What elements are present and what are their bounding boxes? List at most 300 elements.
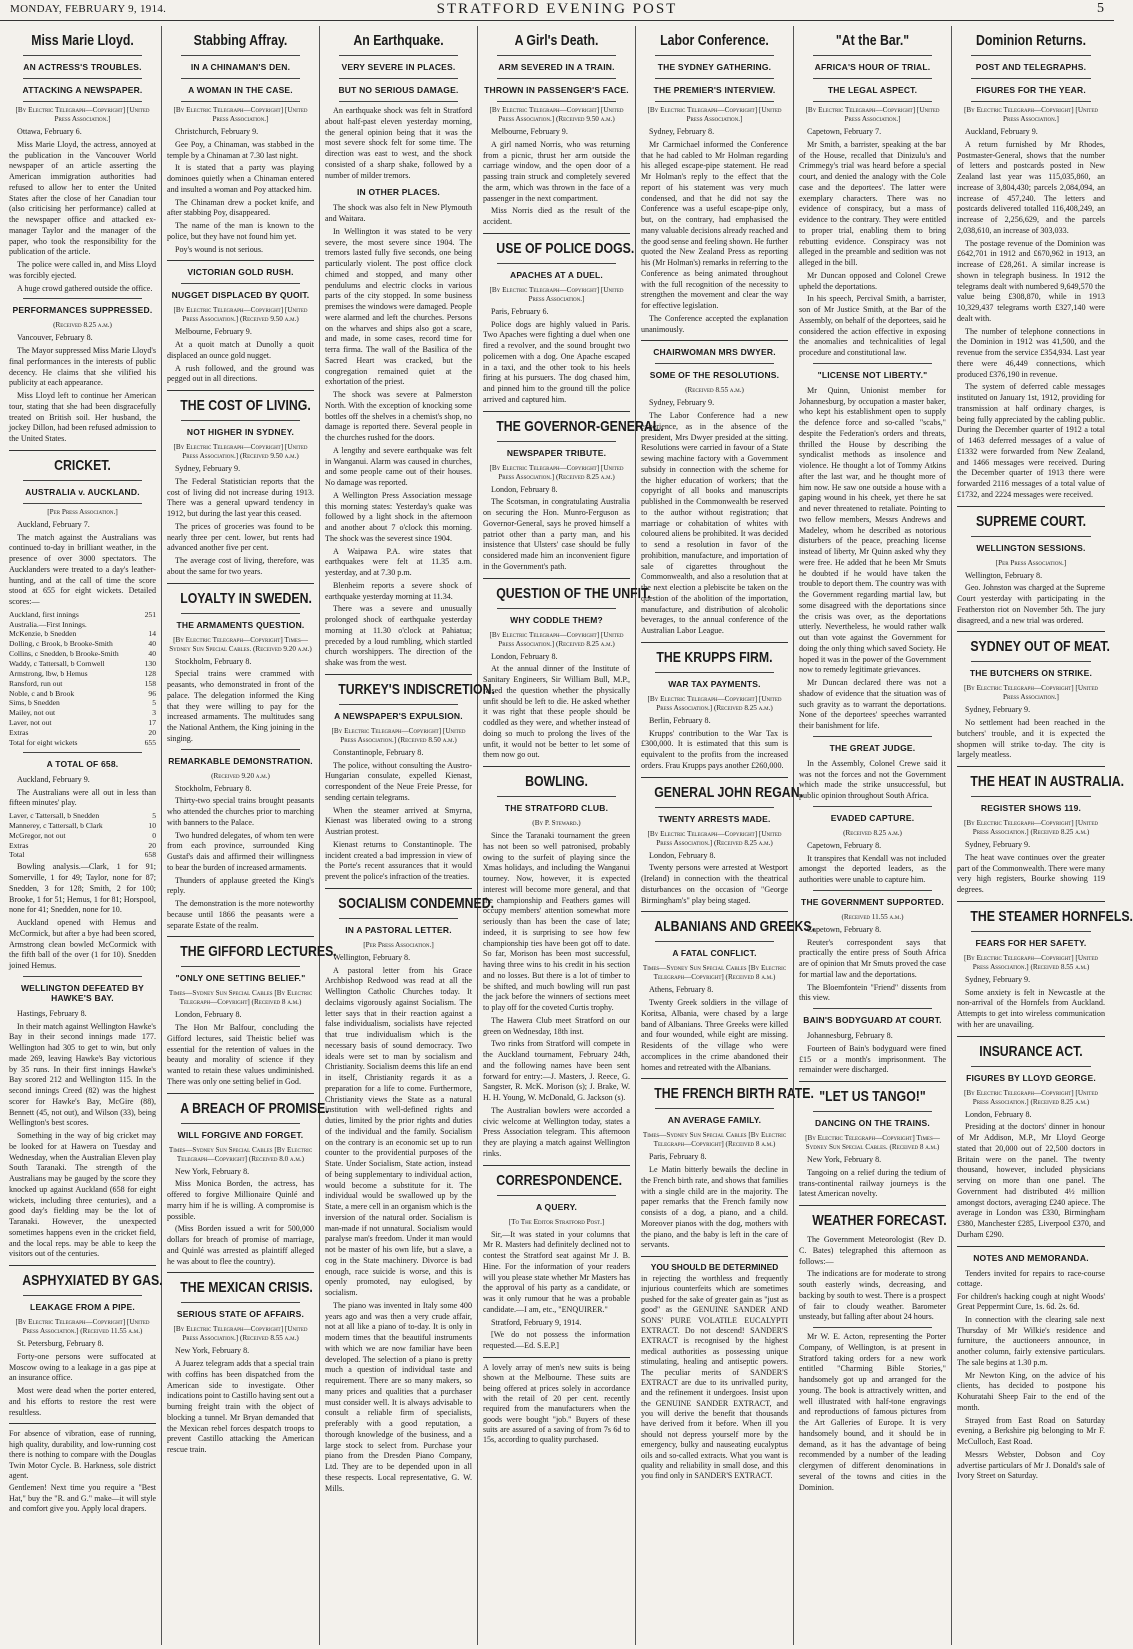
score-label: Ransford, run out	[9, 678, 63, 688]
score-row	[9, 728, 156, 738]
score-label: Waddy, c Tattersall, b Cornwell	[9, 659, 105, 669]
paragraph: Miss Norris died as the result of the accident.	[483, 206, 630, 226]
paragraph: Since the Taranaki tournament the green has not been so well patronised, probably owing to the surfeit of playing since the Xmas holidays, and including the Wanganui tourney. Now, however, it is expected interest will become more general, and that the championship and Feathers games will occupy members' attention somewhat more seriously than has been the case of late; indeed, it is surprising to see how few championship ties have been got off to date. So far, Morison has been most successful, having three wins to his credit in his section and no losses. But there is a lot of timber to be shifted, and much bowling will run past the jack before the winners of sections meet to play off for the coveted Curtis trophy.	[483, 831, 630, 1012]
paragraph: A Waipawa P.A. wire states that earthquakes were felt at 11.35 a.m. yesterday, and at 7.30 p.m.	[325, 546, 472, 577]
score-value: 5	[152, 811, 156, 821]
wire-credit: [By Electric Telegraph—Copyright] Times—Sydney Sun Special Cables. (Received 9.20 a.m.)	[169, 635, 312, 653]
wire-credit: [By Electric Telegraph—Copyright] [United Press Association.]	[15, 106, 150, 123]
score-label: Armstrong, lbw, b Hemus	[9, 668, 88, 678]
score-value: 130	[144, 659, 156, 669]
headline: TURKEY'S INDISCRETION.	[338, 680, 495, 698]
paragraph: The Conference accepted the explanation unanimously.	[641, 313, 788, 334]
paragraph: It is stated that a party was playing dominoes quietly when a Chinaman entered and insulted a woman and Poy attacked him.	[167, 163, 314, 194]
headline: THE HEAT IN AUSTRALIA.	[970, 773, 1125, 790]
column-7	[952, 26, 1133, 1645]
headline: Labor Conference.	[660, 32, 769, 49]
divider-rule	[483, 1165, 630, 1166]
newspaper-title: STRATFORD EVENING POST	[436, 1, 678, 17]
subheadline: SOME OF THE RESOLUTIONS.	[649, 370, 780, 381]
divider-rule	[181, 420, 300, 421]
paragraph: Kienast returns to Constantinople. The incident created a bad impression in view of the Porte's recent assurances that it would prevent the police's infraction of the treaties.	[325, 839, 472, 881]
divider-rule	[9, 450, 156, 451]
divider-rule	[167, 583, 314, 584]
divider-rule	[799, 1081, 946, 1082]
subheadline: THROWN IN PASSENGER'S FACE.	[484, 85, 629, 95]
paragraph: The Bloemfontein "Friend" dissents from this view.	[799, 982, 946, 1003]
paragraph: Mr Carmichael informed the Conference that he had cabled to Mr Holman regarding his alleged escape-pipe statement. He read Mr Holman's reply to the effect that the report of his statement was very much condensed, and that he did not say the Conference was a useful escape-pipe only, but, on the contrary, had emphasised the many valuable decisions already reached and the good sense and feeling shown. He further quoted the New Zealand Press as reporting his (Mr Holman's) remarks in referring to the Conference as being animated throughout with the full recognition of the necessity to strengthen the movement and clear the way for effective legislation.	[641, 139, 788, 310]
paragraph: Mr Quinn, Unionist member for Johannesburg, by occupation a master baker, who kept his establishment open to supply the defence force and so-called "scabs," despite the Federation's orders and threats, thrilled the House by describing the syndicalist methods as insolence and violence. He thought a lot of Tommy Atkins after the last war, and he thought more of him now. He saw one outside a house with a gaping wound in his cheek, yet there he sat and never threatened to retaliate. Pointing to two fellow members, Messrs Andrews and Madeley, whom he described as notorious disturbers of the peace, preaching license instead of liberty, Mr Quinn asked why they were free. He added that he been Mr Smuts he doubted if he would have taken the trouble to deport them. The country was with the Government regarding martial law, but some disagreed with the deportations since the crisis was over, as the deportations utterly. Nevertheless, he would rather walk out than vote against the Government for doing the only thing which saved Society. He hoped it was in the power of the Government now to remedy legitimate grievances.	[799, 385, 946, 675]
paragraph: London, February 8.	[649, 850, 716, 860]
score-row	[9, 639, 156, 649]
wire-credit: [By Electric Telegraph—Copyright] [United Press Association.]	[489, 285, 624, 303]
masthead	[0, 0, 1114, 21]
subheadline: A TOTAL OF 658.	[46, 758, 119, 769]
headline: A Girl's Death.	[514, 32, 599, 49]
paragraph: St. Petersburg, February 8.	[17, 1339, 104, 1349]
paragraph: The demonstration is the more noteworthy because until 1866 the peasants were a separate Estate of the realm.	[167, 899, 314, 930]
divider-rule	[23, 78, 142, 79]
wire-credit: (Received 8.25 a.m.)	[843, 828, 902, 837]
paragraph: Special trains were crammed with peasants, who demonstrated in front of the palace. The delegation informed the King that they were willing to pay for the increased armaments. The multitudes sang the National Anthem, the King joining in the singing.	[167, 669, 314, 743]
wire-credit: Times—Sydney Sun Special Cables [By Electric Telegraph—Copyright] (Received 8.0 a.m.)	[168, 1145, 313, 1163]
paragraph: Messrs Webster, Dobson and Coy advertise particulars of Mr J. Donald's sale of Ivory Street on Saturday.	[957, 1449, 1105, 1481]
paragraph: The Hon Mr Balfour, concluding the Gifford lectures, said Theistic belief was essential for the retention of values in the beauty and morality of science if they wanted to retain these values undiminished. There was only one setting belief in God.	[167, 1023, 314, 1086]
paragraph: There was a severe and unusually prolonged shock of earthquake yesterday morning at 11.30 o'clock at Pahiatua; preceded by a loud rumbling, which startled church worshippers. The direction of the shake was from the west.	[325, 604, 472, 667]
divider-rule	[641, 642, 788, 643]
divider-rule	[971, 55, 1091, 56]
divider-rule	[483, 233, 630, 234]
score-value: 251	[144, 609, 156, 619]
score-value: 20	[148, 840, 156, 850]
paragraph: Berlin, February 8.	[649, 715, 711, 725]
headline: Dominion Returns.	[975, 32, 1087, 49]
subheadline: PERFORMANCES SUPPRESSED.	[12, 305, 153, 316]
score-value: 655	[144, 737, 156, 747]
advertisement: Gentlemen! Next time you require a "Best Hat," buy the "R. and G." make—it will style and comfort give you. Apply local drapers.	[9, 1483, 156, 1514]
paragraph: The Australian bowlers were accorded a civic welcome at Wellington today, states a Press Association telegram. This afternoon they are playing a match against Wellington rinks.	[483, 1105, 630, 1158]
paragraph: Le Matin bitterly bewails the decline in the French birth rate, and shows that families with a single child are in the majority. The paper remarks that the French family now consists of a dog, a piano, and a child. Moreover pianos with the dog, mothers with the piano, and the baby is left in the care of servants.	[641, 1165, 788, 1250]
paragraph: Poy's wound is not serious.	[175, 244, 264, 254]
headline: "At the Bar."	[835, 32, 910, 49]
subheadline: SERIOUS STATE OF AFFAIRS.	[176, 1309, 305, 1320]
paragraph: Mr Newton King, on the advice of his clients, has decided to postpone his Kohuratahi Sheep Fair to the end of the month.	[957, 1370, 1105, 1412]
divider-rule	[181, 1123, 300, 1124]
divider-rule	[9, 1265, 156, 1266]
headline: CRICKET.	[54, 456, 111, 474]
paragraph: At the annual dinner of the Institute of Sanitary Engineers, Sir William Bull, M.P., raised the question whether the physically unfit should be left to die. He asked whether it was right that these people should be coddled as they were, and whether instead of doing so much to prolong the lives of the unfit, it would not be better to let some of them now go out.	[483, 664, 630, 760]
divider-rule	[339, 704, 458, 705]
wire-credit: [By Electric Telegraph—Copyright] [United Press Association.] (Received 8.55 a.m.)	[963, 953, 1098, 971]
subheadline: REGISTER SHOWS 119.	[980, 803, 1082, 813]
column-5	[636, 26, 816, 1645]
paragraph: In his speech, Percival Smith, a barrister, son of Mr Justice Smith, at the Bar of the Assembly, on behalf of the deportees, said he considered the action effective in exposing the anomalies and technicalities of legal procedure and constitutional law.	[799, 294, 946, 357]
headline: Stabbing Affray.	[193, 32, 288, 49]
wire-credit: [By Electric Telegraph—Copyright] [United Press Association.] (Received 11.55 a.m.)	[15, 1318, 150, 1336]
headline: SYDNEY OUT OF MEAT.	[970, 638, 1110, 656]
paragraph: The postage revenue of the Dominion was £642,701 in 1912 and £670,962 in 1913, an increase of £28,261. A similar increase is shown in telegraph business. In 1912 the telegrams dealt with numbered 9,649,570 the value being £308,870, while in 1913 10,329,437 telegrams worth £327,140 were dealt with.	[957, 238, 1105, 323]
paragraph: When the steamer arrived at Smyrna, Kienast was liberated owing to a strong Austrian protest.	[325, 805, 472, 836]
paragraph: Wellington, February 8.	[965, 570, 1043, 580]
paragraph: The indications are for moderate to strong south easterly winds, decreasing, and backing by south to west. There is a prospect of fair to cloudy weather. Barometer unsteady, but falling after about 24 hours.	[799, 1269, 946, 1322]
paragraph: The police were called in, and Miss Lloyd was forcibly ejected.	[9, 260, 156, 280]
wire-credit: Times—Sydney Sun Special Cables [By Electric Telegraph—Copyright] (Received 8 a.m.)	[168, 989, 313, 1007]
score-value: 0	[152, 830, 156, 840]
paragraph: Police dogs are highly valued in Paris. Two Apaches were fighting a duel when one fired a revolver, and the sound brought two policemen with a dog. One Apache escaped in a taxi, and the other took to his heels firing at his pursuers. The dog chased him, and pinned him to the ground till the police arrived and captured him.	[483, 319, 630, 404]
paragraph: The shock was severe at Palmerston North. With the exception of knocking some bottles off the shelves in a chemist's shop, no damage is reported there. Several people in the churches rushed for the doors.	[325, 390, 472, 442]
paragraph: The shock was also felt in New Plymouth and Waitara.	[325, 203, 472, 223]
divider-rule	[325, 888, 472, 889]
divider-rule	[971, 101, 1091, 102]
wire-credit: [By Electric Telegraph—Copyright] [United Press Association.] (Received 8.25 a.m.)	[489, 630, 624, 648]
paragraph: Twenty Greek soldiers in the village of Koritsa, Albania, were chased by a large band of Albanians. Three Greeks were killed and four wounded, while eight are missing. Residents of the village who were accomplices in the crime abandoned their homes and retreated with the Albanians.	[641, 998, 788, 1072]
paragraph: A rush followed, and the ground was pegged out in all directions.	[167, 363, 314, 384]
headline: QUESTION OF THE UNFIT.	[496, 584, 651, 602]
paragraph: Stratford, February 9, 1914.	[491, 1317, 582, 1327]
paragraph: London, February 8.	[175, 1010, 242, 1020]
divider-rule	[957, 901, 1105, 902]
divider-rule	[181, 78, 300, 79]
subheadline: AN AVERAGE FAMILY.	[667, 1115, 762, 1126]
paragraph: An earthquake shock was felt in Stratford about half-past eleven yesterday morning, the general opinion being that it was the most severe shock felt for some time. The direction was east to west, and the shock consisted of a sharp shake, followed by a number of milder tremors.	[325, 106, 472, 180]
paragraph: At a quoit match at Dunolly a quoit displaced an ounce gold nugget.	[167, 340, 314, 360]
wire-credit: (Received 11.55 a.m.)	[841, 912, 904, 921]
divider-rule	[813, 806, 932, 807]
subheadline: ATTACKING A NEWSPAPER.	[22, 85, 143, 95]
subheadline: WHY CODDLE THEM?	[510, 614, 603, 625]
divider-rule	[655, 363, 774, 364]
wire-credit: [By Electric Telegraph—Copyright] [United Press Association.]	[173, 106, 308, 123]
subheadline: AFRICA'S HOUR OF TRIAL.	[814, 62, 931, 72]
score-label: Dolling, c Brook, b Brooke-Smith	[9, 639, 113, 649]
wire-credit: [By Electric Telegraph—Copyright] [United Press Association.]	[647, 106, 782, 123]
divider-rule	[813, 363, 932, 364]
wire-credit: [Per Press Association.]	[47, 507, 118, 516]
headline: THE COST OF LIVING.	[180, 397, 311, 414]
paragraph: The piano was invented in Italy some 400 years ago and was then a very crude affair, not at all like a piano of to-day. It is only in modern times that the beautiful instruments with which we are now familiar have been developed. The selection of a piano is pretty much a question of individual taste and requirement. There are so many makers, so many prices and qualities that a purchaser must consider well. It is always advisable to consult a reliable firm of specialists, preferably with a good reputation, a thorough knowledge of the business, and a large stock to select from. Purchase your piano from the Dresden Piano Company, Ltd. They are to be depended upon in all these respects. Local representative, G. W. Mills.	[325, 1300, 472, 1493]
paragraph: Mr W. E. Acton, representing the Porter Company, of Wellington, is at present in Stratford taking orders for a new work entitled "Charming Bible Stories," handsomely got up and arranged for the young. The book is attractively written, and well illustrated with half-tone engravings and reproductions of famous pictures from the Art Galleries of Europe. It is very handsomely bound, and it should be in demand, as it has the advantage of being recommended by a number of the leading clergymen of different denominations in several of the towns and cities in the Dominion.	[799, 1332, 946, 1492]
divider-rule	[655, 941, 774, 942]
headline: THE MEXICAN CRISIS.	[180, 1279, 313, 1297]
score-row	[9, 850, 156, 860]
wire-credit: [By Electric Telegraph—Copyright] [United Press Association.]	[963, 684, 1098, 702]
wire-credit: [By Electric Telegraph—Copyright] [United Press Association.] (Received 8.25 a.m.)	[963, 1088, 1098, 1106]
score-row	[9, 831, 156, 841]
paragraph: Sir,—It was stated in your columns that Mr R. Masters had definitely declined not to contest the Stratford seat against Mr J. B. Hine. For the information of your readers will you please state whether Mr Masters has the approval of his party as a candidate, or was it only rumour that he was a probable candidate.—I am, etc., "ENQUIRER."	[483, 1229, 630, 1314]
subheadline: BAIN'S BODYGUARD AT COURT.	[803, 1015, 942, 1025]
divider-rule	[181, 1302, 300, 1303]
paragraph: Sydney, February 9.	[649, 398, 715, 408]
score-row	[9, 698, 156, 708]
paragraph: In connection with the clearing sale next Thursday of Mr Wilkie's residence and furniture, the auctioneers announce, in another column, fairly extensive particulars. The sale begins at 1.30 p.m.	[957, 1314, 1105, 1367]
paragraph: New York, February 8.	[807, 1155, 882, 1164]
score-row	[9, 669, 156, 679]
paragraph: Reuter's correspondent says that practically the entire press of South Africa are of opinion that Mr Smuts proved the case for martial law and the deportations.	[799, 937, 946, 979]
headline: ALBANIANS AND GREEKS.	[654, 918, 816, 936]
paragraph: The police, without consulting the Austro-Hungarian consulate, expelled Kienast, correspondent of the Neue Freie Presse, for sending certain telegrams.	[325, 760, 472, 802]
paragraph: In their match against Wellington Hawke's Bay in their second innings made 177. Wellington had 305 to get to win, but only made 269, leaving Hawke's Bay victorious by 35 runs. In their first innings Hawke's Bay scored 212 and Wellington 115. In the second innings Creed (82) was the highest scorer for Hawke's Bay, McGire (88), Bennett (45, not out), and Wilson (33), being Wellington's best scores.	[9, 1021, 156, 1128]
score-label: Total for eight wickets	[9, 737, 78, 747]
paragraph: The Australians were all out in less than fifteen minutes' play.	[9, 787, 156, 808]
paragraph: The Federal Statistician reports that the cost of living did not increase during 1913. There was a general upward tendency in 1912, but during the last year this ceased.	[167, 476, 314, 518]
score-row	[9, 629, 156, 639]
divider-rule	[957, 1036, 1105, 1037]
divider-rule	[23, 101, 142, 102]
headline: SOCIALISM CONDEMNED.	[338, 894, 495, 912]
page-number: 5	[1097, 1, 1104, 16]
paragraph: Miss Lloyd left to continue her American tour, stating that she had been disgracefully treated on British soil. Her husband, the jockey Dillon, had been refused admission to the United States.	[9, 391, 156, 443]
score-value: 3	[152, 708, 156, 718]
subheadline: THE BUTCHERS ON STRIKE.	[969, 668, 1093, 679]
wire-credit: [Per Press Association.]	[363, 940, 434, 949]
headline: THE STEAMER HORNFELS.	[970, 907, 1133, 925]
advertisement: For absence of vibration, ease of running, high quality, durability, and low-running cost there is nothing to compare with the Douglas Twin Motor Cycle. B. Harkness, sole district agent.	[9, 1429, 156, 1480]
subheadline: THE PREMIER'S INTERVIEW.	[653, 85, 776, 95]
divider-rule	[325, 674, 472, 675]
paragraph: [We do not possess the information requested.—Ed. S.E.P.]	[483, 1330, 630, 1350]
advertisement-heading: YOU SHOULD BE DETERMINED	[650, 1262, 779, 1272]
paragraph: Thirty-two special trains brought peasants who attended the churches prior to marching with banners to the Palace.	[167, 796, 314, 827]
headline: SUPREME COURT.	[975, 512, 1087, 530]
score-row	[9, 718, 156, 728]
column-3	[320, 26, 495, 1645]
divider-rule	[497, 608, 616, 609]
issue-date: MONDAY, FEBRUARY 9, 1914.	[10, 3, 167, 15]
wire-credit: [By Electric Telegraph—Copyright] [United Press Association.] (Received 9.50 a.m.)	[173, 443, 308, 460]
divider-rule	[9, 1423, 156, 1424]
subheadline: NUGGET DISPLACED BY QUOIT.	[171, 290, 310, 301]
subheadline: WAR TAX PAYMENTS.	[668, 678, 761, 689]
score-label: Mailey, not out	[9, 708, 56, 718]
divider-rule	[339, 101, 458, 102]
paragraph: In Wellington it was stated to be very severe, the most severe since 1904. The tremors lasted fully five seconds, one being particularly violent. The post office clock chimed and stopped, and many other pendulums and electric clocks in various parts of the city stopped. In some business premises the windows were damaged. People were alarmed and left the churches. Persons on the wharves and ships also got a scare, and made, in some cases, record time for terra firma. The wall of the Basilica of the Sacred Heart was cracked, but the congregation remained quiet at the exhortation of the priest.	[325, 226, 472, 387]
column-2	[162, 26, 337, 1645]
paragraph: Auckland, February 9.	[17, 774, 90, 784]
divider-rule	[497, 796, 616, 797]
paragraph: The Labor Conference had a new experience, as in the absence of the president, Mrs Dwyer presided at the sitting. Resolutions were carried in favour of a State sewing machine factory with a Government subsidy in connection with the scheme for the higher education of workers; that the copyright of all books and manuscripts published in the Commonwealth be reserved to the author without registration; that marriage or cohabitation of whites with coloured aliens be prohibited. It was decided to send a resolution in favor of the prohibition, manufacture, and importation of sale of cigarettes throughout the Commonwealth, and also a resolution that at the next election a plebiscite be taken on the question of the abolition of the importation, manufacture, and distribution of alcoholic beverages, to the annual conference of the Australian Labor League.	[641, 411, 788, 635]
paragraph: Capetown, February 8.	[807, 840, 882, 850]
divider-rule	[971, 661, 1091, 662]
divider-rule	[181, 283, 300, 284]
score-value: 40	[148, 649, 156, 659]
divider-rule	[655, 78, 774, 79]
divider-rule	[813, 1008, 932, 1009]
subheadline: EVADED CAPTURE.	[830, 812, 915, 823]
score-row	[9, 649, 156, 659]
subheadline: FIGURES BY LLOYD GEORGE.	[966, 1072, 1096, 1083]
wire-credit: (Received 9.20 a.m.)	[211, 771, 270, 780]
score-value: 96	[148, 688, 156, 698]
paragraph: The Government Meteorologist (Rev D. C. Bates) telegraphed this afternoon as follows:—	[799, 1235, 946, 1266]
paragraph: Twenty persons were arrested at Westport (Ireland) in connection with the theatrical disturbances on the occasion of "George Birmingham's" play being staged.	[641, 863, 788, 905]
divider-rule	[655, 101, 774, 102]
score-value: 17	[148, 718, 156, 728]
subheadline: A QUERY.	[535, 1201, 578, 1212]
paragraph: Capetown, February 8.	[807, 924, 882, 934]
score-label: McGregor, not out	[9, 830, 66, 840]
subheadline: FIGURES FOR THE YEAR.	[976, 85, 1086, 95]
score-label: Extras	[9, 728, 29, 738]
paragraph: Tangoing on a relief during the tedium of trans-continental railway journeys is the latest American novelty.	[799, 1167, 946, 1199]
divider-rule	[655, 55, 774, 56]
headline: ASPHYXIATED BY GAS.	[22, 1272, 163, 1290]
subheadline: A WOMAN IN THE CASE.	[188, 85, 293, 95]
headline: WEATHER FORECAST.	[812, 1212, 947, 1229]
subheadline: THE GOVERNMENT SUPPORTED.	[801, 896, 944, 907]
divider-rule	[957, 631, 1105, 632]
score-row	[9, 841, 156, 851]
divider-rule	[813, 1327, 932, 1328]
paragraph: London, February 8.	[491, 484, 558, 494]
subheadline: IN OTHER PLACES.	[356, 187, 440, 198]
paragraph: London, February 8.	[491, 651, 558, 661]
wire-credit: [By Electric Telegraph—Copyright] [United Press Association.] (Received 8.25 a.m.)	[489, 463, 624, 481]
divider-rule	[181, 966, 300, 967]
subheadline: THE LEGAL ASPECT.	[827, 85, 918, 95]
paragraph: The system of deferred cable messages instituted on January 1st, 1912, providing for transmission at half ordinary charges, is being fully appreciated by the cabling public. During the December quarter of 1912 a total of 1463 deferred messages of a value of £1332 were forwarded from New Zealand, and 1466 messages were received. During the December quarter of 1913 there were forwarded 2116 messages of a total value of £1732, and 2224 messages were received.	[957, 382, 1105, 499]
divider-rule	[813, 55, 932, 56]
paragraph: Stockholm, February 8.	[175, 656, 252, 666]
divider-rule	[167, 1272, 314, 1273]
divider-rule	[483, 766, 630, 767]
headline: THE FRENCH BIRTH RATE.	[654, 1085, 814, 1103]
score-value: 14	[148, 629, 156, 639]
paragraph: Miss Marie Lloyd, the actress, annoyed at the publication in the Vancouver World newspaper of an article asserting the American immigration authorities had refused to allow her to enter the United States after the close of her Canadian tour (also criticising her performance) called at the newspaper office and attacked ex-manager Taylor and the manager of the paper, who took the responsibility for the publication of the article.	[9, 139, 156, 257]
divider-rule	[971, 931, 1091, 932]
subheadline: APACHES AT A DUEL.	[509, 269, 603, 280]
divider-rule	[23, 503, 142, 504]
paragraph: Sydney, February 8.	[649, 127, 715, 136]
headline: THE KRUPPS FIRM.	[656, 648, 773, 666]
divider-rule	[167, 390, 314, 391]
paragraph: Some anxiety is felt in Newcastle at the non-arrival of the Hornfels from Auckland. Attempts to get into wireless communication with her are unavailing.	[957, 987, 1105, 1029]
divider-rule	[655, 807, 774, 808]
paragraph: The heat wave continues over the greater part of the Commonwealth. There were many very high registers, Bourke showing 119 degrees.	[957, 852, 1105, 894]
score-value: 658	[144, 850, 156, 860]
score-value: 20	[148, 728, 156, 738]
score-label: Auckland, first innings	[9, 609, 79, 619]
score-label: Mannerey, c Tattersall, b Clark	[9, 820, 103, 830]
paragraph: Paris, February 6.	[491, 306, 549, 316]
divider-rule	[497, 441, 616, 442]
paragraph: The Hawera Club meet Stratford on our green on Wednesday, 18th inst.	[483, 1015, 630, 1036]
subheadline: WILL FORGIVE AND FORGET.	[177, 1129, 304, 1140]
paragraph: Bowling analysis.—Clark, 1 for 91; Somerville, 1 for 49; Taylor, none for 87; Snedden, 3 for 128; Smith, 2 for 100; Brooke, 1 for 51; Hemus, 1 for 81; Horspool, none for 41; Snedden, none for 10.	[9, 862, 156, 915]
subheadline: REMARKABLE DEMONSTRATION.	[168, 755, 313, 766]
paragraph: Sydney, February 9.	[965, 974, 1031, 984]
headline: "LET US TANGO!"	[819, 1088, 926, 1105]
subheadline: THE GREAT JUDGE.	[829, 742, 916, 753]
wire-credit: [Per Press Association.]	[995, 558, 1067, 567]
columns-container	[4, 26, 1133, 1645]
paragraph: Sydney, February 9.	[965, 840, 1031, 849]
divider-rule	[813, 78, 932, 79]
score-row	[9, 811, 156, 821]
divider-rule	[971, 536, 1091, 537]
paragraph: Hastings, February 8.	[17, 1008, 87, 1018]
subheadline: DANCING ON THE TRAINS.	[815, 1118, 930, 1128]
paragraph: No settlement had been reached in the butchers' trouble, and it is expected the shopmen will strike to-day. The city is largely meatless.	[957, 718, 1105, 760]
wire-credit: (Received 8.25 a.m.)	[53, 321, 112, 330]
subheadline: IN A CHINAMAN'S DEN.	[190, 62, 291, 72]
paragraph: Most were dead when the porter entered, and his efforts to restore the rest were resultless.	[9, 1386, 156, 1417]
subheadline: BUT NO SERIOUS DAMAGE.	[338, 85, 459, 95]
score-value: 128	[144, 668, 156, 678]
paragraph: In the Assembly, Colonel Crewe said it was not the forces and not the Government which made the strike unsuccessful, but public opinion throughout South Africa.	[799, 758, 946, 800]
wire-credit: [By Electric Telegraph—Copyright] [United Press Association.] (Received 9.50 a.m.)	[173, 306, 308, 324]
paragraph: The Scotsman, in congratulating Australia on securing the Hon. Munro-Ferguson as Governor-General, says he proved himself a patriot other than a party man, and his insistence that Ulsters' case should be fully considered made him an inconvenient figure in the Government's path.	[483, 497, 630, 571]
score-value: 40	[148, 639, 156, 649]
subheadline: IN A PASTORAL LETTER.	[345, 924, 452, 935]
paragraph: Stockholm, February 8.	[175, 783, 252, 793]
subheadline: FEARS FOR HER SAFETY.	[975, 937, 1087, 948]
paragraph: The number of telephone connections in the Dominion in 1912 was 41,500, and the revenue from the service £354,934. Last year there were 46,449 connections, which produced £376,190 in revenue.	[957, 326, 1105, 379]
paragraph: The average cost of living, therefore, was about the same for two years.	[167, 556, 314, 576]
paragraph: Mr Smith, a barrister, speaking at the bar of the House, recalled that Dinizulu's and Crimmegy's trial was heard before a special court, and denied the analogy with the Cole case and the deportees'. The latter were exemplary characters. There was no evidence of conspiracy, but a mass of evidence to the contrary. They were entitled to proper trial, enabling them to bring rebutting evidence. Conspiracy was not alleged in the preamble and sedition was not alleged in the bill.	[799, 139, 946, 267]
headline: INSURANCE ACT.	[979, 1042, 1083, 1060]
paragraph: A return furnished by Mr Rhodes, Postmaster-General, shows that the number of letters and postcards posted in New Zealand last year was 115,035,860, an increase of 3,804,430; parcels 2,084,094, an increase of 457,240. The letters and postcards delivered totalled 116,408,249, an increase of 2,256,629, and the parcels 2,038,610, an increase of 303,033.	[957, 139, 1105, 235]
column-4	[478, 26, 664, 1645]
paragraph: Mr Duncan declared there was not a shadow of evidence that the situation was of such gravity as to warrant the deportations. None of the deportees' speeches warranted their banishment for life.	[799, 678, 946, 730]
paragraph: A pastoral letter from his Grace Archbishop Redwood was read at all the Wellington Catholic Churches today. It declaims vigorously against Socialism. The letter says that in their reaction against a false individualism, socialists have rejected that true individualism which is the necessary basis of sound democracy. Two ideals were set to man by socialism and Christianity. Socialism deems this life an end in itself, Christianity regards it as a preparation for a life to come. Furthermore, Christianity views the State as a natural institution with well-defined rights and duties, limited by the prior rights and duties of the individual and the family. Socialism on the contrary is an economic set up to run counter to the providential purposes of the State. Under Socialism, State action, instead of being supplementary to individual action, would become a substitute for it. The individual would be swallowed up by the State, a mere cell in an organism which is the inversion of the natural order. Socialism is man-made if not unnatural. Socialism would paralyse man's freedom. Under it man would not be master of his own life, but a slave, a cog in the State machinery. Divorce is bad enough, race suicide is worse, and this is openly promoted, nay eulogised, by socialism.	[325, 965, 472, 1297]
paragraph: A huge crowd gathered outside the office.	[17, 283, 153, 293]
subheadline: NOT HIGHER IN SYDNEY.	[186, 427, 295, 437]
divider-rule	[497, 78, 616, 79]
paragraph: Blenheim reports a severe shock of earthquake yesterday morning at 11.34.	[325, 580, 472, 601]
paragraph: The name of the man is known to the police, but they have not found him yet.	[167, 221, 314, 241]
paragraph: A Wellington Press Association message this morning states: Yesterday's quake was followed by a light shock in the afternoon and another about 7 o'clock this morning. The shock was the severest since 1904.	[325, 490, 472, 543]
column-1	[4, 26, 162, 1645]
subheadline: ARM SEVERED IN A TRAIN.	[498, 62, 615, 72]
wire-credit: [By Electric Telegraph—Copyright] [United Press Association.] (Received 8.25 a.m.)	[647, 829, 782, 847]
wire-credit: [By Electric Telegraph—Copyright] [United Press Association.] (Received 8.55 a.m.)	[173, 1325, 308, 1343]
divider-rule	[23, 752, 142, 753]
divider-rule	[483, 1357, 630, 1358]
subheadline: VICTORIAN GOLD RUSH.	[187, 267, 294, 278]
headline: CORRESPONDENCE.	[496, 1171, 622, 1189]
score-row	[9, 689, 156, 699]
paragraph: A Juarez telegram adds that a special train with coffins has been dispatched from the American side to investigate. Other indications point to Castillo having sent out a burning freight train with the object of blocking a tunnel. Mr Bryan demanded that the Mexican rebel forces despatch troops to prevent Castillo attacking the American rescue train.	[167, 1359, 314, 1454]
paragraph: The prices of groceries was found to be nearly three per cent. lower, but rents had advanced another five per cent.	[167, 521, 314, 553]
headline: A BREACH OF PROMISE.	[180, 1099, 329, 1117]
paragraph: London, February 8.	[965, 1109, 1032, 1119]
divider-rule	[971, 796, 1091, 797]
divider-rule	[483, 411, 630, 412]
advertisement: For children's hacking cough at night Woods' Great Peppermint Cure, 1s. 6d. 2s. 6d.	[957, 1292, 1105, 1312]
headline: THE GIFFORD LECTURES.	[180, 943, 337, 961]
wire-credit: [By Electric Telegraph—Copyright] [United Press Association.] (Received 8.25 a.m.)	[647, 694, 782, 712]
score-label: Laver, not out	[9, 718, 52, 728]
divider-rule	[971, 1066, 1091, 1067]
divider-rule	[167, 260, 314, 261]
subheadline: AUSTRALIA v. AUCKLAND.	[25, 486, 140, 497]
paragraph: Gee Poy, a Chinaman, was stabbed in the temple by a Chinaman at 7.30 last night.	[167, 139, 314, 160]
divider-rule	[181, 749, 300, 750]
divider-rule	[23, 976, 142, 977]
subheadline: VERY SEVERE IN PLACES.	[341, 62, 456, 72]
subheadline: NOTES AND MEMORANDA.	[973, 1252, 1089, 1263]
paragraph: Christchurch, February 9.	[175, 127, 259, 136]
subheadline: CHAIRWOMAN MRS DWYER.	[653, 347, 776, 358]
score-table	[9, 811, 156, 860]
divider-rule	[181, 55, 300, 56]
paragraph: The Chinaman drew a pocket knife, and after stabbing Poy, disappeared.	[167, 197, 314, 218]
divider-rule	[813, 890, 932, 891]
wire-credit: [To The Editor Stratford Post.]	[508, 1217, 605, 1226]
paragraph: Geo. Johnston was charged at the Supreme Court yesterday with participating in the Featherston riot on November 5th. The jury disagreed, and a new trial was ordered.	[957, 583, 1105, 625]
divider-rule	[181, 101, 300, 102]
advertisement: in rejecting the worthless and frequently injurious counterfeits which are sometimes pushed for the sake of greater gain as "just as good" as the GENUINE SANDER AND SONS' PURE VOLATILE EUCALYPTI EXTRACT. Do not descend! SANDER'S EXTRACT is recognised by the highest medical authorities as possessing unique stimulating, healing and antiseptic powers. The peculiar merits of SANDER'S EXTRACT are due to its unrivalled purity, and the refinement it undergoes. Insist upon the GENUINE SANDER EXTRACT, and you will derive the benefit that thousands have derived from it before. When ill you should not depress yourself more by the emergency, bulky and nauseating eucalyptus oils and so-called extracts. What you want is quality and reliability in small dose, and this you find only in SANDER'S EXTRACT.	[641, 1274, 788, 1481]
wire-credit: Times—Sydney Sun Special Cables [By Electric Telegraph—Copyright] (Received 8 a.m.)	[642, 964, 787, 982]
